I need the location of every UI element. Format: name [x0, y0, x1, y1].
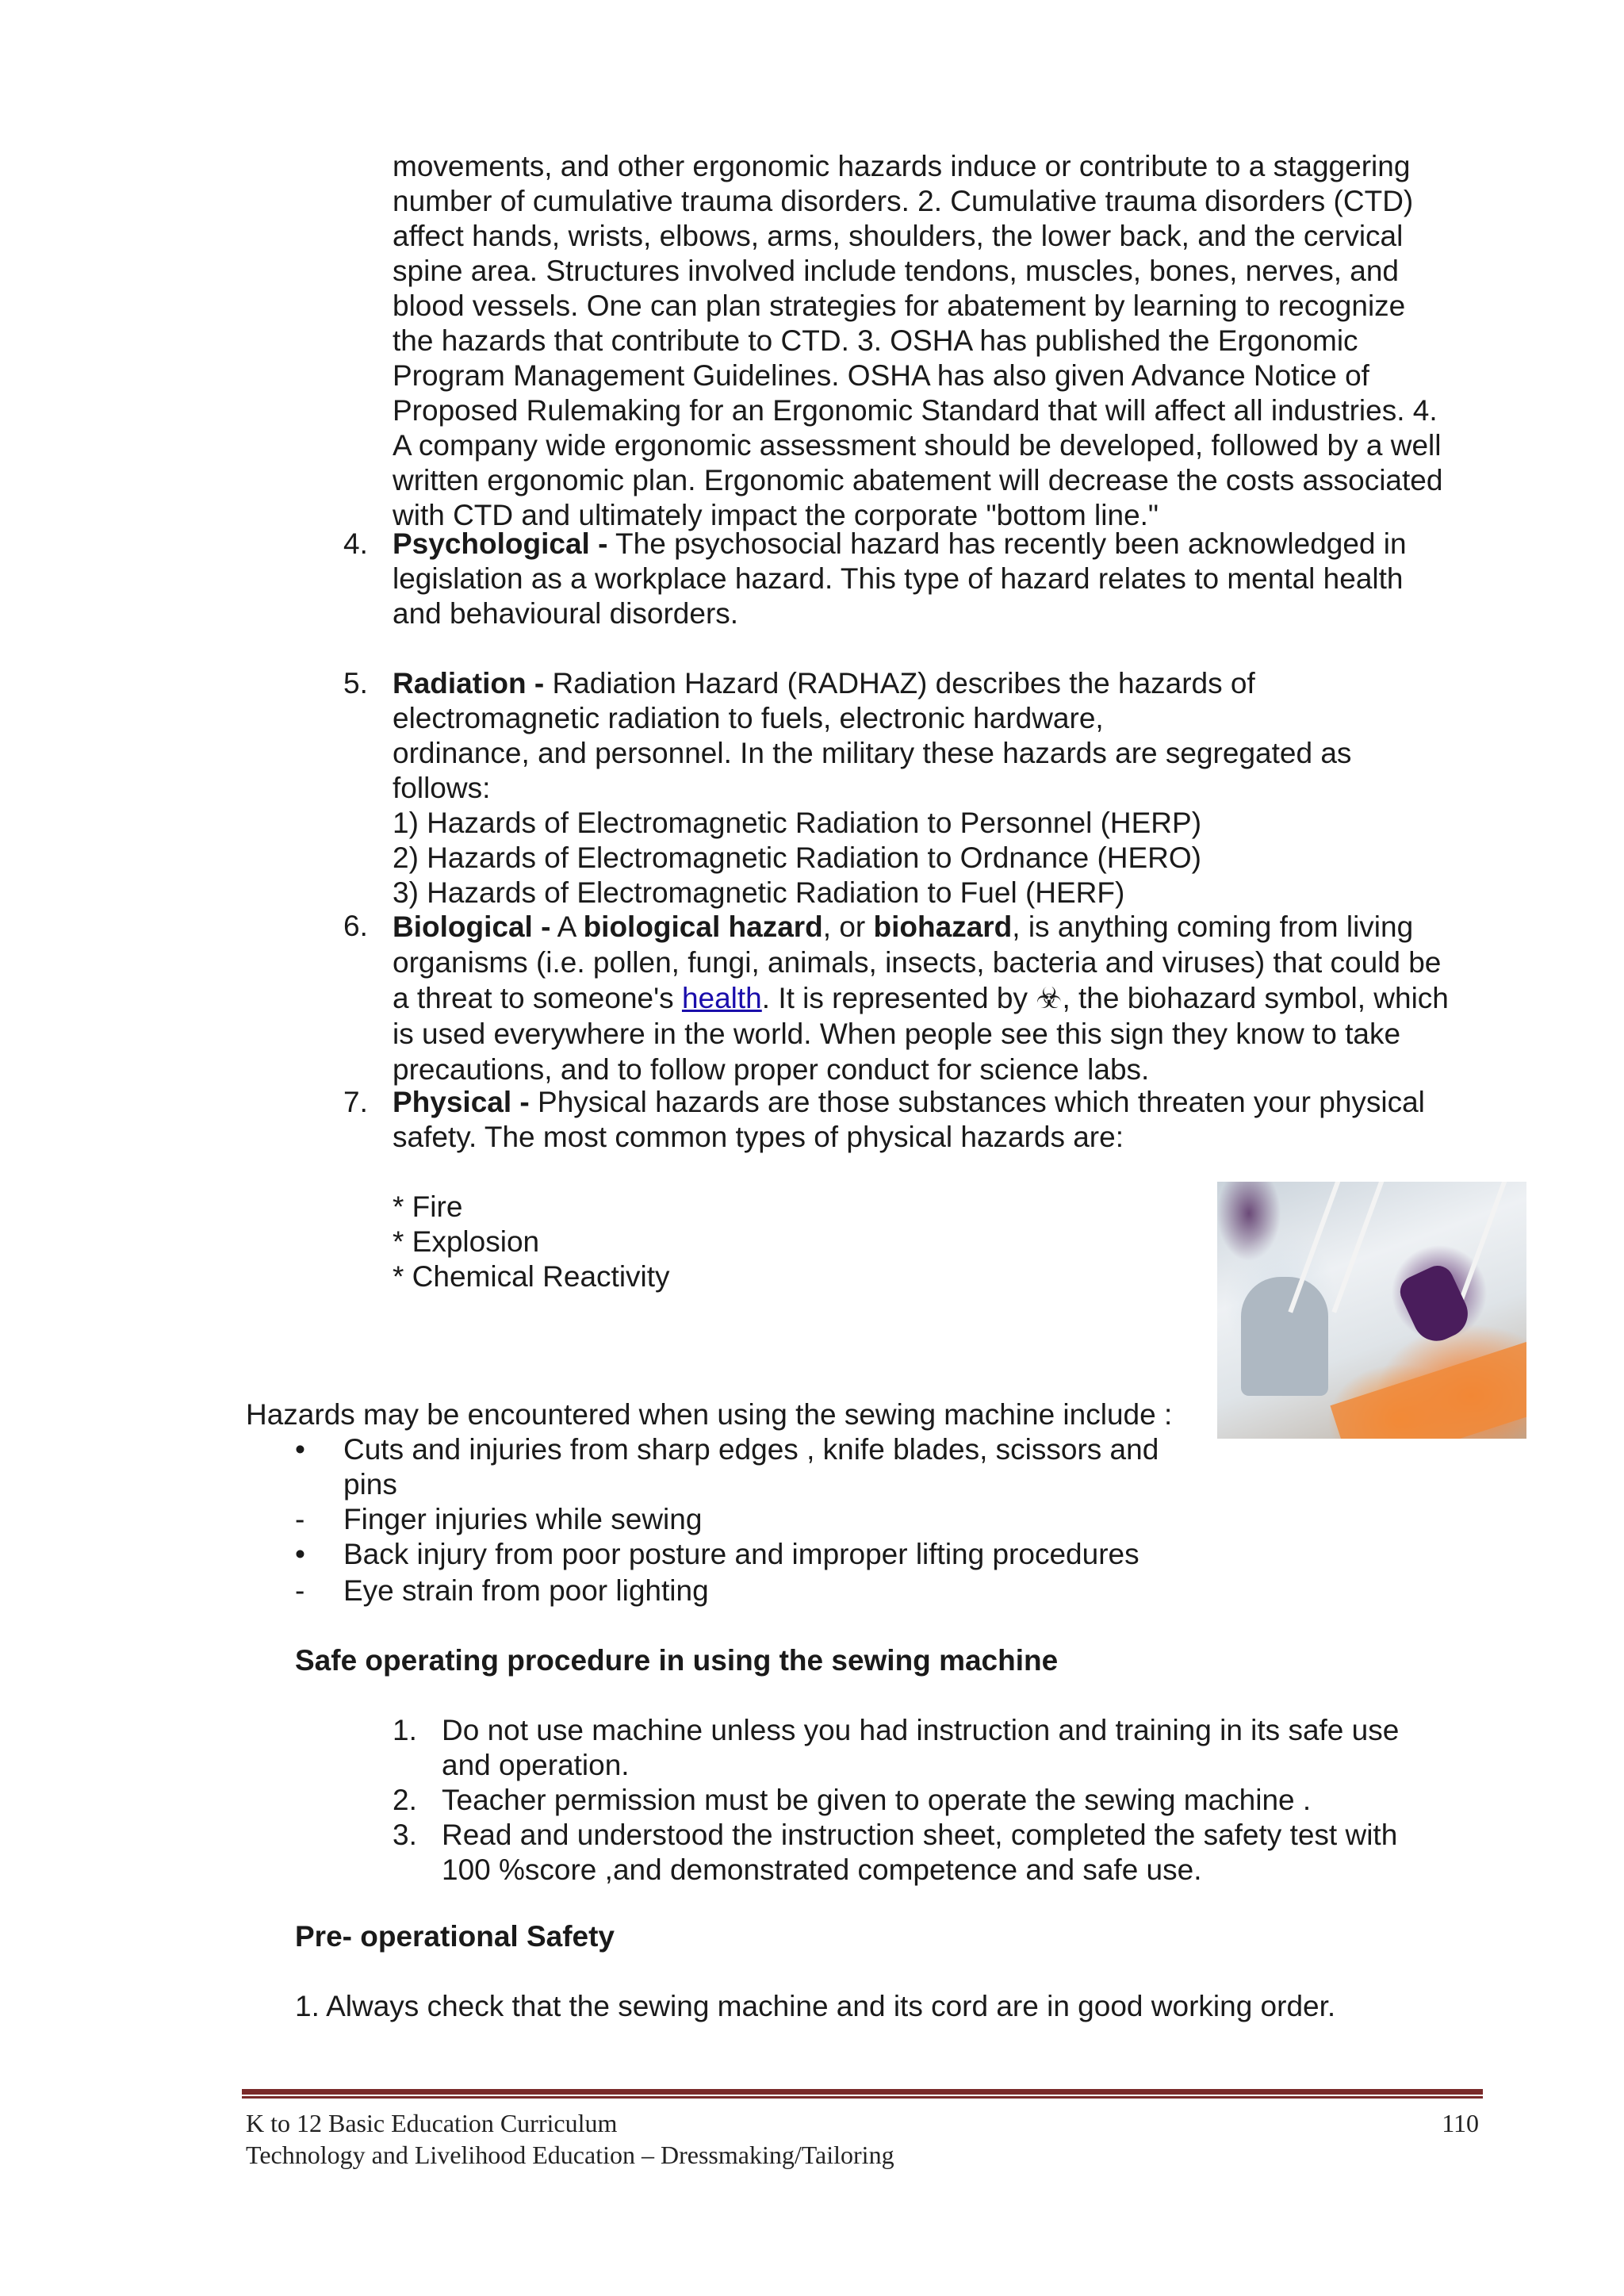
list-number: 4. — [343, 527, 368, 560]
light-streak — [1454, 1182, 1507, 1313]
list-number: 2. — [393, 1784, 417, 1816]
health-link[interactable]: health — [681, 982, 762, 1014]
pre-operational-heading: Pre- operational Safety — [295, 1920, 615, 1953]
bullet-marker: • — [295, 1433, 305, 1466]
footer-rule — [242, 2089, 1483, 2095]
sample-bag — [1395, 1260, 1475, 1348]
text-line: safety. The most common types of physical hazards are: — [393, 1121, 1124, 1153]
term-biological-hazard: biological hazard — [583, 910, 823, 943]
text-line: pins — [343, 1468, 397, 1501]
item-title: Physical - — [393, 1086, 530, 1118]
sample-tray — [1330, 1342, 1526, 1439]
bullet-item — [343, 1432, 1216, 1502]
footer-curriculum: K to 12 Basic Education Curriculum — [246, 2109, 618, 2137]
text-line: is used everywhere in the world. When people see this sign they know to take — [393, 1018, 1401, 1050]
item-text: A — [550, 910, 584, 943]
radiation-item — [393, 666, 1495, 910]
hazard-type: * Explosion — [393, 1225, 540, 1258]
dash-marker: - — [295, 1574, 305, 1607]
term-biohazard: biohazard — [873, 910, 1013, 943]
page-number: 110 — [1442, 2109, 1479, 2137]
text-line: 100 %score ,and demonstrated competence and safe use. — [442, 1853, 1202, 1886]
radiation-subitem: 3) Hazards of Electromagnetic Radiation to Fuel (HERF) — [393, 876, 1125, 909]
laboratory-photo — [1217, 1182, 1526, 1439]
item-text: Physical hazards are those substances which threaten your physical — [529, 1086, 1425, 1118]
lab-worker-figure — [1241, 1277, 1328, 1396]
item-title: Psychological - — [393, 527, 608, 560]
item-text: , is anything coming from living — [1012, 910, 1414, 943]
item-text: a threat to someone's — [393, 982, 682, 1014]
safe-procedure-heading: Safe operating procedure in using the sewing machine — [295, 1644, 1059, 1677]
text-line: follows: — [393, 772, 491, 804]
procedure-item: Teacher permission must be given to operate the sewing machine . — [442, 1784, 1312, 1816]
text-line: ordinance, and personnel. In the military these hazards are segregated as — [393, 737, 1352, 769]
item-text: , or — [822, 910, 874, 943]
text-line: organisms (i.e. pollen, fungi, animals, insects, bacteria and viruses) that could be — [393, 946, 1442, 979]
item-title: Biological - — [393, 910, 551, 943]
physical-item — [393, 1085, 1495, 1155]
radiation-subitem: 1) Hazards of Electromagnetic Radiation to Personnel (HERP) — [393, 807, 1202, 839]
footer-subject: Technology and Livelihood Education – Dressmaking/Tailoring — [246, 2141, 894, 2169]
text-line: Do not use machine unless you had instruction and training in its safe use — [442, 1714, 1400, 1746]
psychological-item — [393, 527, 1495, 631]
text-line: precautions, and to follow proper conduct for science labs. — [393, 1053, 1150, 1086]
list-number: 7. — [343, 1086, 368, 1118]
bullet-marker: • — [295, 1538, 305, 1570]
text-line: Read and understood the instruction sheet, completed the safety test with — [442, 1819, 1398, 1851]
text-line: with CTD and ultimately impact the corporate "bottom line." — [393, 499, 1159, 531]
text-line: number of cumulative trauma disorders. 2. Cumulative trauma disorders (CTD) — [393, 185, 1414, 217]
list-number: 6. — [343, 910, 368, 942]
hazard-type: * Fire — [393, 1190, 463, 1223]
hazard-type: * Chemical Reactivity — [393, 1260, 670, 1293]
item-text: , the biohazard symbol, which — [1062, 982, 1449, 1014]
list-number: 3. — [393, 1819, 417, 1851]
item-title: Radiation - — [393, 667, 545, 700]
bullet-item: Back injury from poor posture and improper lifting procedures — [343, 1538, 1139, 1570]
ergonomic-paragraph — [393, 149, 1495, 533]
item-text: . It is represented by — [761, 982, 1036, 1014]
bullet-item: Finger injuries while sewing — [343, 1503, 703, 1535]
text-line: spine area. Structures involved include tendons, muscles, bones, nerves, and — [393, 255, 1400, 287]
list-number: 1. — [393, 1714, 417, 1746]
procedure-item — [442, 1713, 1496, 1783]
text-line: and operation. — [442, 1749, 630, 1781]
biological-item — [393, 909, 1495, 1087]
light-streak — [1331, 1182, 1385, 1313]
text-line: legislation as a workplace hazard. This type of hazard relates to mental health — [393, 562, 1404, 595]
text-line: A company wide ergonomic assessment should be developed, followed by a well — [393, 429, 1442, 462]
text-line: written ergonomic plan. Ergonomic abatement will decrease the costs associated — [393, 464, 1443, 496]
item-text: Radiation Hazard (RADHAZ) describes the hazards of — [544, 667, 1255, 700]
text-line: movements, and other ergonomic hazards induce or contribute to a staggering — [393, 150, 1411, 182]
text-line: Cuts and injuries from sharp edges , knife blades, scissors and — [343, 1433, 1159, 1466]
text-line: Proposed Rulemaking for an Ergonomic Standard that will affect all industries. 4. — [393, 394, 1438, 427]
footer-rule — [242, 2096, 1483, 2099]
bullet-item: Eye strain from poor lighting — [343, 1574, 709, 1607]
text-line: blood vessels. One can plan strategies for abatement by learning to recognize — [393, 289, 1406, 322]
text-line: Program Management Guidelines. OSHA has also given Advance Notice of — [393, 359, 1369, 392]
text-line: affect hands, wrists, elbows, arms, shoulders, the lower back, and the cervical — [393, 220, 1404, 252]
text-line: and behavioural disorders. — [393, 597, 739, 630]
item-text: The psychosocial hazard has recently been acknowledged in — [607, 527, 1407, 560]
radiation-subitem: 2) Hazards of Electromagnetic Radiation to Ordnance (HERO) — [393, 841, 1201, 874]
list-number: 5. — [343, 667, 368, 700]
biohazard-symbol-icon: ☣ — [1036, 982, 1063, 1014]
dash-marker: - — [295, 1503, 305, 1535]
pre-operational-item: 1. Always check that the sewing machine and its cord are in good working order. — [295, 1990, 1336, 2022]
sewing-hazards-intro: Hazards may be encountered when using the sewing machine include : — [246, 1398, 1173, 1431]
procedure-item — [442, 1818, 1496, 1888]
text-line: the hazards that contribute to CTD. 3. OSHA has published the Ergonomic — [393, 324, 1358, 357]
text-line: electromagnetic radiation to fuels, electronic hardware, — [393, 702, 1104, 734]
